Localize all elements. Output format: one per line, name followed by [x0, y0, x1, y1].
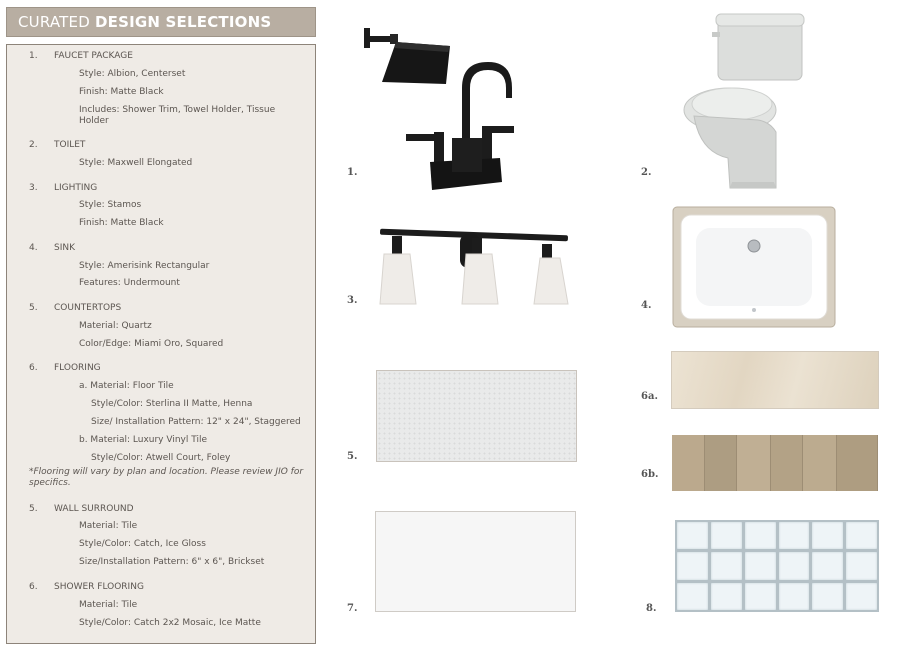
mosaic-tile [745, 552, 776, 579]
mosaic-tile [779, 552, 810, 579]
caption-8: 8. [646, 603, 657, 614]
vanity-light-image [376, 226, 572, 310]
section-number: 6. [29, 363, 38, 373]
spec-line: Style: Albion, Centerset [79, 69, 186, 79]
vinyl-plank-swatch [672, 435, 878, 491]
section-number: 2. [29, 140, 38, 150]
spec-line: Color/Edge: Miami Oro, Squared [79, 339, 224, 349]
plank [737, 435, 771, 491]
selections-panel [6, 44, 316, 644]
section-title: WALL SURROUND [54, 504, 134, 514]
page-header [6, 7, 316, 37]
section-title: FAUCET PACKAGE [54, 51, 133, 61]
caption-6b: 6b. [641, 469, 659, 480]
toilet-image [680, 12, 808, 190]
spec-line: Material: Quartz [79, 321, 152, 331]
spec-line: Style/Color: Sterlina II Matte, Henna [91, 399, 253, 409]
mosaic-tile [812, 552, 843, 579]
mosaic-tile [846, 552, 877, 579]
spec-line: Features: Undermount [79, 278, 180, 288]
mosaic-tile [677, 522, 708, 549]
section-title: SINK [54, 243, 76, 253]
section-number: 1. [29, 51, 38, 61]
mosaic-tile [745, 522, 776, 549]
mosaic-tile [677, 552, 708, 579]
section-number: 4. [29, 243, 38, 253]
section-title: COUNTERTOPS [54, 303, 122, 313]
section-number: 5. [29, 504, 38, 514]
spec-line: b. Material: Luxury Vinyl Tile [79, 435, 207, 445]
plank [771, 435, 803, 491]
section-number: 5. [29, 303, 38, 313]
mosaic-tile [846, 583, 877, 610]
plank [803, 435, 837, 491]
spec-line: Material: Tile [79, 600, 138, 610]
plank [705, 435, 737, 491]
mosaic-tile-swatch [675, 520, 879, 612]
caption-4: 4. [641, 300, 652, 311]
spec-line: Style/Color: Catch, Ice Gloss [79, 539, 206, 549]
spec-line: Style/Color: Atwell Court, Foley [91, 453, 231, 463]
countertop-swatch [376, 370, 577, 462]
floor-tile-swatch [671, 351, 879, 409]
section-number: 3. [29, 183, 38, 193]
faucet-image [360, 22, 540, 194]
section-number: 6. [29, 582, 38, 592]
section-title: FLOORING [54, 363, 101, 373]
caption-7: 7. [347, 603, 358, 614]
spec-line: Includes: Shower Trim, Towel Holder, Tissue Holder [79, 105, 276, 126]
section-title: TOILET [54, 140, 86, 150]
section-title: LIGHTING [54, 183, 98, 193]
wall-tile-swatch [375, 511, 576, 612]
mosaic-tile [711, 583, 742, 610]
spec-line: Style/Color: Catch 2x2 Mosaic, Ice Matte [79, 618, 261, 628]
mosaic-tile [677, 583, 708, 610]
spec-line: Style: Maxwell Elongated [79, 158, 193, 168]
mosaic-tile [711, 522, 742, 549]
spec-line: Material: Tile [79, 521, 138, 531]
sink-image [672, 206, 836, 328]
spec-line: Size/ Installation Pattern: 12" x 24", Staggered [91, 417, 301, 427]
caption-3: 3. [347, 295, 358, 306]
spec-line: Finish: Matte Black [79, 218, 164, 228]
flooring-note: *Flooring will vary by plan and location. Please review JIO for specifics. [29, 467, 304, 488]
spec-line: Finish: Matte Black [79, 87, 164, 97]
mosaic-tile [745, 583, 776, 610]
mosaic-tile [711, 552, 742, 579]
spec-line: a. Material: Floor Tile [79, 381, 174, 391]
caption-5: 5. [347, 451, 358, 462]
header-prefix: CURATED [18, 13, 90, 31]
spec-line: Style: Amerisink Rectangular [79, 261, 210, 271]
spec-line: Style: Stamos [79, 200, 142, 210]
caption-2: 2. [641, 167, 652, 178]
plank [672, 435, 705, 491]
plank [837, 435, 878, 491]
mosaic-tile [846, 522, 877, 549]
mosaic-tile [812, 522, 843, 549]
header-title: DESIGN SELECTIONS [94, 13, 272, 31]
caption-1: 1. [347, 167, 358, 178]
spec-line: Size/Installation Pattern: 6" x 6", Brickset [79, 557, 265, 567]
mosaic-tile [779, 583, 810, 610]
mosaic-tile [779, 522, 810, 549]
section-title: SHOWER FLOORING [54, 582, 144, 592]
mosaic-tile [812, 583, 843, 610]
caption-6a: 6a. [641, 391, 658, 402]
